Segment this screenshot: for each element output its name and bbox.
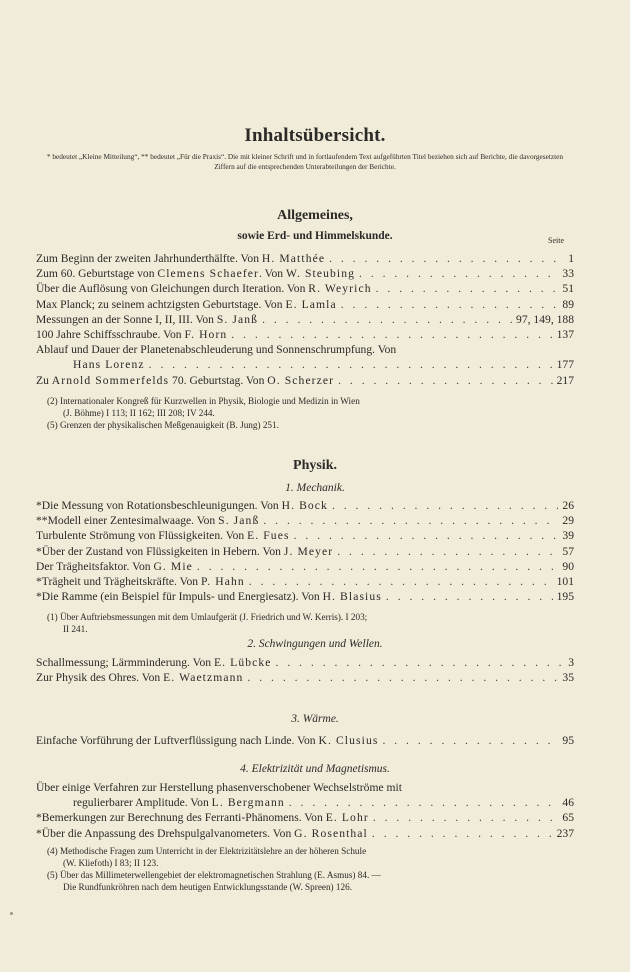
toc-entry-author: E. Lamla: [285, 297, 337, 311]
toc-entry-title: [36, 826, 368, 841]
toc-entry-text: *Über die Anpassung des Drehspulgalvanometers. Von: [36, 826, 295, 840]
toc-list-allgemeines: [36, 251, 574, 388]
toc-entry: [36, 826, 574, 841]
leader-dots: [249, 574, 553, 589]
toc-entry-text: *Bemerkungen zur Berechnung des Ferranti-Phänomens. Von: [36, 811, 326, 825]
toc-entry-text: Über die Auflösung von Gleichungen durch Iteration. Von: [36, 282, 309, 296]
toc-entry-author: E. Fues: [247, 529, 290, 543]
toc-entry-page: 33: [562, 267, 574, 281]
toc-entry-page: 51: [562, 282, 574, 296]
toc-entry-page: 137: [556, 327, 574, 341]
leader-dots: [332, 498, 558, 513]
toc-entry-author: G. Mie: [153, 559, 193, 573]
subsection-schwingungen: 2. Schwingungen und Wellen.: [247, 638, 383, 650]
toc-entry-text: **Modell einer Zentesimalwaage. Von: [36, 514, 219, 528]
report-line: (J. Böhme) I 113; II 162; III 208; IV 244.: [63, 408, 215, 418]
toc-entry: [36, 589, 574, 604]
toc-entry-title: [73, 795, 285, 810]
toc-entry: [36, 281, 574, 296]
toc-entry-title: [36, 312, 258, 327]
toc-entry-page: 217: [556, 373, 574, 387]
toc-entry: [36, 266, 574, 281]
leader-dots: [197, 559, 559, 574]
toc-entry-title: [36, 544, 333, 559]
toc-entry: [36, 670, 574, 685]
toc-entry-title: [36, 780, 402, 795]
toc-entry-text: Zur Physik des Ohres. Von: [36, 671, 164, 685]
toc-entry-page: 35: [562, 671, 574, 685]
toc-entry-author: S. Janß: [218, 514, 260, 528]
toc-entry-title: [36, 810, 369, 825]
leader-dots: [376, 281, 559, 296]
toc-entry-page: 101: [556, 574, 574, 588]
toc-entry-person: Arnold Sommerfelds: [51, 373, 170, 387]
report-line: (1) Über Auftriebsmessungen mit dem Umlaufgerät (J. Friedrich und W. Kerris). I 203;: [47, 612, 368, 622]
report-line: (W. Kliefoth) I 83; II 123.: [63, 858, 159, 868]
section-subtitle-allgemeines: sowie Erd- und Himmelskunde.: [237, 230, 393, 242]
toc-entry-page: 65: [562, 811, 574, 825]
subsection-elektrizitaet: 4. Elektrizität und Magnetismus.: [240, 763, 390, 775]
toc-entry-author: Hans Lorenz: [73, 358, 145, 372]
page-title: Inhaltsübersicht.: [244, 125, 386, 146]
toc-entry-author: E. Lohr: [325, 811, 369, 825]
toc-entry-text: Zum 60. Geburtstage von: [36, 267, 158, 281]
toc-entry-page: 29: [562, 514, 574, 528]
section-title-physik: Physik.: [293, 458, 337, 473]
report-line: (4) Methodische Fragen zum Unterricht in der Elektrizitätslehre an der höheren Schule: [47, 846, 367, 856]
toc-entry-text: . Von: [259, 267, 286, 281]
legend-note: * bedeutet „Kleine Mitteilung“, ** bedeutet „Für die Praxis“. Die mit kleiner Schrift und in fortlaufendem Text aufgeführten Titel beziehen sich auf Berichte, die davorgesetzten Ziffern auf die entsprechenden Unterabteilungen der Berichte.: [46, 152, 564, 171]
toc-entry-text: 70. Geburtstag. Von: [169, 373, 268, 387]
toc-entry-text: Messungen an der Sonne I, II, III. Von: [36, 312, 217, 326]
reports-mechanik: [36, 611, 585, 635]
toc-entry: [36, 810, 574, 825]
toc-entry-text: Schallmessung; Lärmminderung. Von: [36, 656, 214, 669]
toc-entry-title: [36, 655, 272, 670]
toc-entry-text: Zu: [36, 373, 52, 387]
toc-entry-text: Turbulente Strömung von Flüssigkeiten. Von: [36, 529, 248, 543]
toc-entry-title: [36, 574, 245, 589]
toc-entry: [36, 312, 574, 327]
toc-entry-page: 195: [556, 590, 574, 604]
toc-entry: [36, 780, 574, 795]
section-title-allgemeines: Allgemeines,: [277, 208, 353, 223]
toc-entry-person: Clemens Schaefer: [157, 267, 260, 281]
toc-entry-page: 1: [568, 252, 574, 265]
toc-entry-title: [36, 528, 290, 543]
toc-entry: [36, 342, 574, 357]
toc-entry-title: [36, 670, 243, 685]
toc-entry-title: [36, 342, 396, 357]
subsection-mechanik: 1. Mechanik.: [285, 482, 345, 494]
toc-entry-text: *Die Messung von Rotationsbeschleunigungen. Von: [36, 499, 282, 512]
toc-entry-page: 177: [556, 358, 574, 372]
paper-speck: [10, 912, 13, 915]
toc-entry-text: regulierbarer Amplitude. Von: [73, 796, 212, 810]
toc-entry-title: [36, 251, 325, 266]
toc-entry: [36, 795, 574, 810]
toc-entry-author: L. Bergmann: [211, 796, 285, 810]
leader-dots: [231, 327, 552, 342]
toc-entry-page: 237: [556, 826, 574, 840]
toc-entry-text: *Trägheit und Trägheitskräfte. Von: [36, 574, 202, 588]
report-line: (5) Grenzen der physikalischen Meßgenauigkeit (B. Jung) 251.: [47, 420, 279, 430]
toc-entry-author: P. Hahn: [201, 574, 245, 588]
toc-entry: [36, 357, 574, 372]
toc-entry-author: H. Bock: [281, 499, 328, 512]
toc-entry: [36, 498, 574, 513]
toc-entry-author: S. Janß: [216, 312, 259, 326]
subsection-waerme: 3. Wärme.: [291, 713, 339, 725]
toc-entry-page: 90: [562, 559, 574, 573]
toc-entry-author: E. Lübcke: [213, 656, 272, 669]
leader-dots: [337, 544, 558, 559]
toc-entry-page: 46: [562, 796, 574, 810]
toc-entry-text: Über einige Verfahren zur Herstellung phasenverschobener Wechselströme mit: [36, 781, 402, 794]
toc-entry-author: W. Steubing: [285, 267, 355, 281]
toc-entry-author: O. Scherzer: [267, 373, 335, 387]
page-column-label: Seite: [548, 236, 564, 245]
leader-dots: [382, 733, 558, 748]
toc-entry-title: [36, 733, 378, 748]
toc-entry: [36, 251, 574, 266]
toc-entry-text: *Über der Zustand von Flüssigkeiten in Hebern. Von: [36, 544, 284, 558]
toc-entry-text: Zum Beginn der zweiten Jahrhunderthälfte. Von: [36, 252, 262, 265]
leader-dots: [263, 513, 558, 528]
leader-dots: [262, 312, 512, 327]
report-line: II 241.: [63, 624, 88, 634]
toc-entry-author: J. Meyer: [283, 544, 334, 558]
report-line: Die Rundfunkröhren nach dem heutigen Entwicklungsstande (W. Spreen) 126.: [63, 882, 352, 892]
leader-dots: [386, 589, 553, 604]
toc-entry-text: Max Planck; zu seinem achtzigsten Geburtstage. Von: [36, 297, 286, 311]
leader-dots: [341, 297, 559, 312]
toc-entry-title: [36, 281, 372, 296]
leader-dots: [359, 266, 558, 281]
leader-dots: [372, 826, 553, 841]
toc-entry: [36, 528, 574, 543]
toc-entry: [36, 513, 574, 528]
toc-entry-title: [36, 297, 337, 312]
toc-entry-text: Ablauf und Dauer der Planetenabschleuderung und Sonnenschrumpfung. Von: [36, 343, 397, 357]
toc-entry-text: 100 Jahre Schiffsschraube. Von: [36, 327, 185, 341]
toc-entry-author: H. Matthée: [261, 252, 326, 265]
toc-entry-title: [36, 498, 328, 513]
toc-entry-text: Der Trägheitsfaktor. Von: [36, 559, 154, 573]
leader-dots: [373, 810, 559, 825]
toc-entry-author: G. Rosenthal: [294, 826, 368, 840]
toc-entry-title: [73, 357, 145, 372]
leader-dots: [276, 655, 565, 670]
toc-list-elektrizitaet: [36, 780, 574, 841]
toc-list-waerme: [36, 733, 574, 748]
toc-entry: [36, 297, 574, 312]
toc-entry-page: 95: [562, 734, 574, 747]
toc-list-schwingungen: [36, 655, 574, 685]
report-line: (2) Internationaler Kongreß für Kurzwellen in Physik, Biologie und Medizin in Wien: [47, 396, 360, 406]
toc-entry: [36, 574, 574, 589]
toc-entry-title: [36, 327, 227, 342]
toc-entry-title: [36, 266, 355, 281]
toc-entry-author: R. Weyrich: [308, 282, 372, 296]
toc-entry-page: 97, 149, 188: [516, 312, 574, 326]
toc-entry-page: 3: [568, 656, 574, 669]
reports-allgemeines: [36, 395, 585, 431]
toc-entry: [36, 655, 574, 670]
toc-entry-text: Einfache Vorführung der Luftverflüssigung nach Linde. Von: [36, 734, 319, 747]
toc-entry-page: 39: [562, 529, 574, 543]
toc-list-mechanik: [36, 498, 574, 604]
toc-entry-author: H. Blasius: [322, 590, 382, 604]
leader-dots: [247, 670, 558, 685]
leader-dots: [289, 795, 559, 810]
toc-entry-author: F. Horn: [184, 327, 228, 341]
report-line: (5) Über das Millimeterwellengebiet der elektromagnetischen Strahlung (E. Asmus) 84. —: [47, 870, 381, 880]
leader-dots: [149, 357, 553, 372]
leader-dots: [329, 251, 564, 266]
leader-dots: [294, 528, 559, 543]
toc-entry-text: *Die Ramme (ein Beispiel für Impuls- und Energiesatz). Von: [36, 590, 323, 604]
toc-entry-page: 57: [562, 544, 574, 558]
toc-entry: [36, 544, 574, 559]
toc-entry-page: 89: [562, 297, 574, 311]
leader-dots: [338, 373, 553, 388]
toc-entry-page: 26: [562, 499, 574, 512]
toc-entry: [36, 733, 574, 748]
toc-entry: [36, 559, 574, 574]
toc-entry-author: K. Clusius: [318, 734, 379, 747]
reports-elektrizitaet: [36, 845, 585, 893]
toc-entry-title: [36, 589, 382, 604]
toc-entry-title: [36, 513, 259, 528]
toc-entry-author: E. Waetzmann: [163, 671, 244, 685]
toc-entry: [36, 373, 574, 388]
toc-entry-title: [36, 373, 334, 388]
toc-entry-title: [36, 559, 193, 574]
toc-entry: [36, 327, 574, 342]
